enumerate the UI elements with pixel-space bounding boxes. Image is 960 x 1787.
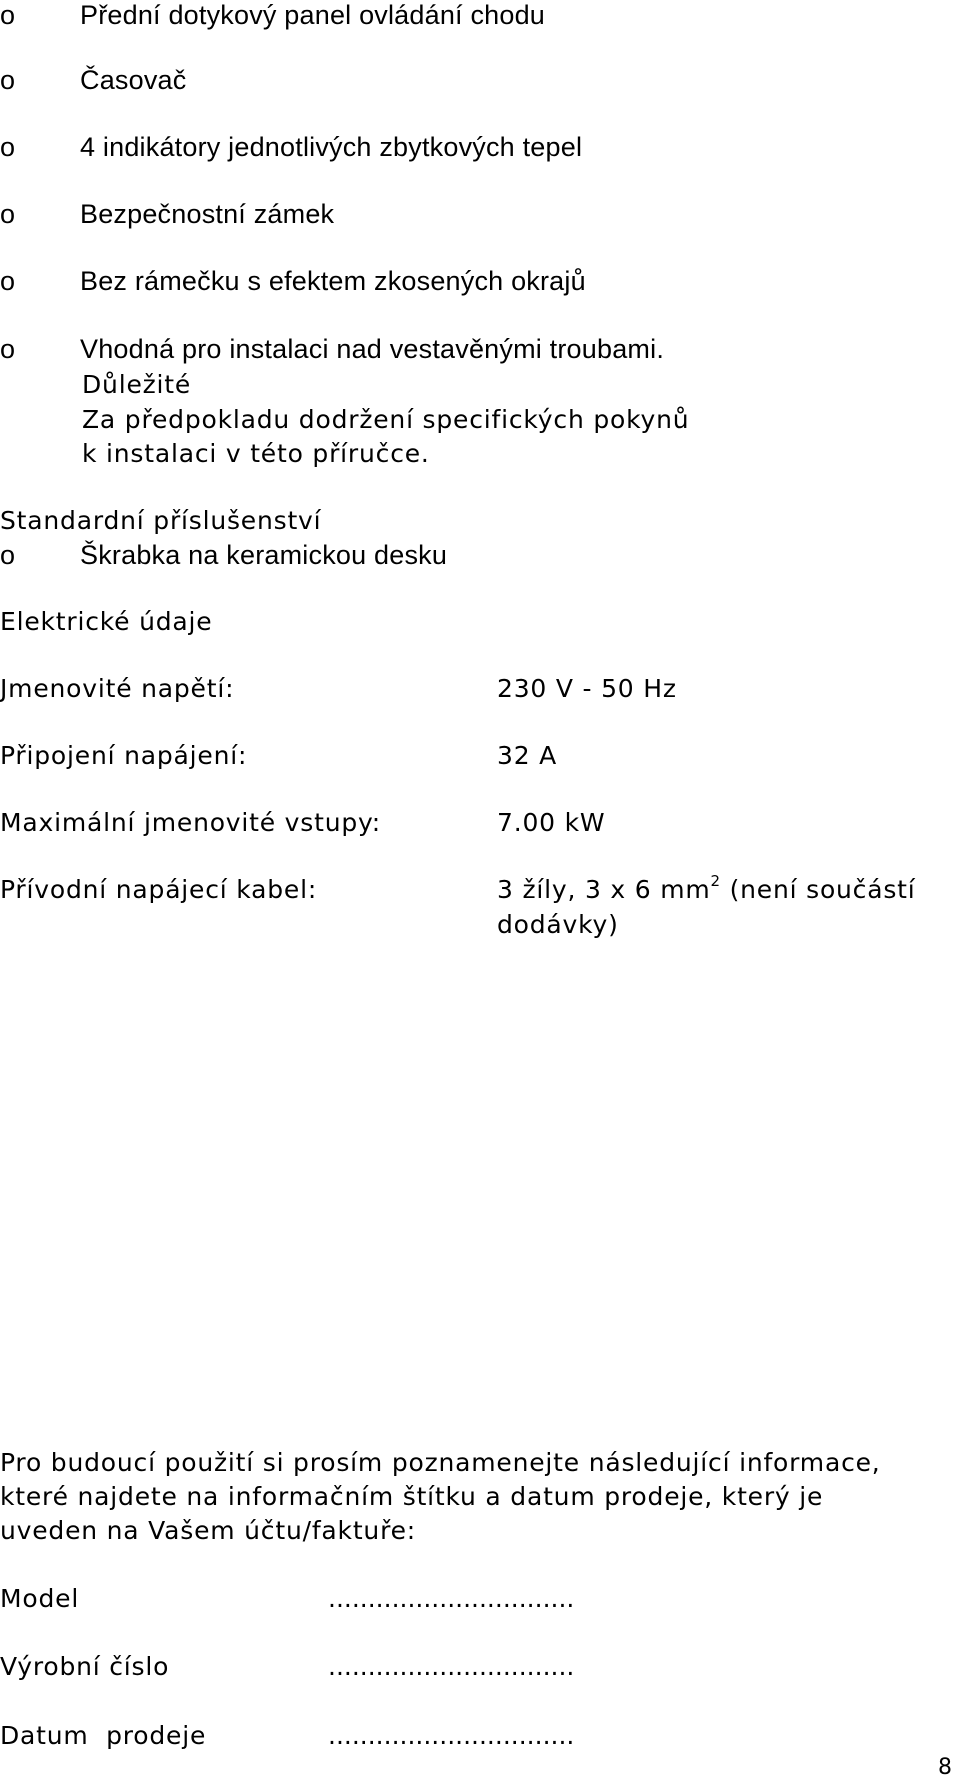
list-item [0, 65, 960, 97]
list-item [0, 266, 960, 298]
bullet-icon: o [0, 65, 16, 95]
feature-text: Bezpečnostní zámek [80, 199, 335, 229]
spec-value: 7.00 kW [497, 808, 606, 837]
paragraph-line: které najdete na informačním štítku a datum prodeje, který je [0, 1482, 824, 1511]
fill-in-blank[interactable]: ............................... [328, 1584, 575, 1613]
cable-note: (není součástí [720, 875, 916, 904]
bullet-icon: o [0, 266, 16, 296]
bullet-icon: o [0, 334, 16, 364]
spec-value: 230 V - 50 Hz [497, 674, 677, 703]
paragraph-line: Pro budoucí použití si prosím poznamenejte následující informace, [0, 1448, 881, 1477]
bullet-icon: o [0, 199, 16, 229]
list-item [0, 0, 960, 32]
spec-label: Maximální jmenovité vstupy: [0, 808, 382, 837]
feature-text: Vhodná pro instalaci nad vestavěnými troubami. [80, 334, 665, 364]
important-line: Za předpokladu dodržení specifických pokynů [82, 405, 690, 434]
spec-label: Přívodní napájecí kabel: [0, 875, 318, 904]
field-label-serial-number: Výrobní číslo [0, 1652, 170, 1681]
list-item [0, 199, 960, 231]
field-label-purchase-date: Datum prodeje [0, 1721, 207, 1750]
bullet-icon: o [0, 540, 16, 570]
feature-text: Bez rámečku s efektem zkosených okrajů [80, 266, 586, 296]
list-item [0, 132, 960, 164]
cable-spec: 3 žíly, 3 x 6 mm [497, 875, 711, 904]
important-heading: Důležité [82, 370, 192, 399]
superscript: 2 [710, 872, 721, 890]
fill-in-blank[interactable]: ............................... [328, 1721, 575, 1750]
spec-label: Připojení napájení: [0, 741, 248, 770]
feature-text: Přední dotykový panel ovládání chodu [80, 0, 546, 30]
list-item [0, 334, 960, 366]
page-number: 8 [938, 1755, 952, 1780]
accessories-heading: Standardní příslušenství [0, 506, 322, 535]
important-line: k instalaci v této příručce. [82, 439, 430, 468]
accessory-text: Škrabka na keramickou desku [80, 540, 448, 570]
bullet-icon: o [0, 132, 16, 162]
list-item [0, 540, 960, 572]
feature-text: 4 indikátory jednotlivých zbytkových tepel [80, 132, 583, 162]
fill-in-blank[interactable]: ............................... [328, 1652, 575, 1681]
spec-value-continued: dodávky) [497, 910, 619, 939]
spec-value [497, 872, 916, 904]
field-label-model: Model [0, 1584, 80, 1613]
feature-text: Časovač [80, 65, 187, 95]
paragraph-line: uveden na Vašem účtu/faktuře: [0, 1516, 416, 1545]
bullet-icon: o [0, 0, 16, 30]
spec-value: 32 A [497, 741, 558, 770]
electrical-heading: Elektrické údaje [0, 607, 213, 636]
spec-label: Jmenovité napětí: [0, 674, 235, 703]
